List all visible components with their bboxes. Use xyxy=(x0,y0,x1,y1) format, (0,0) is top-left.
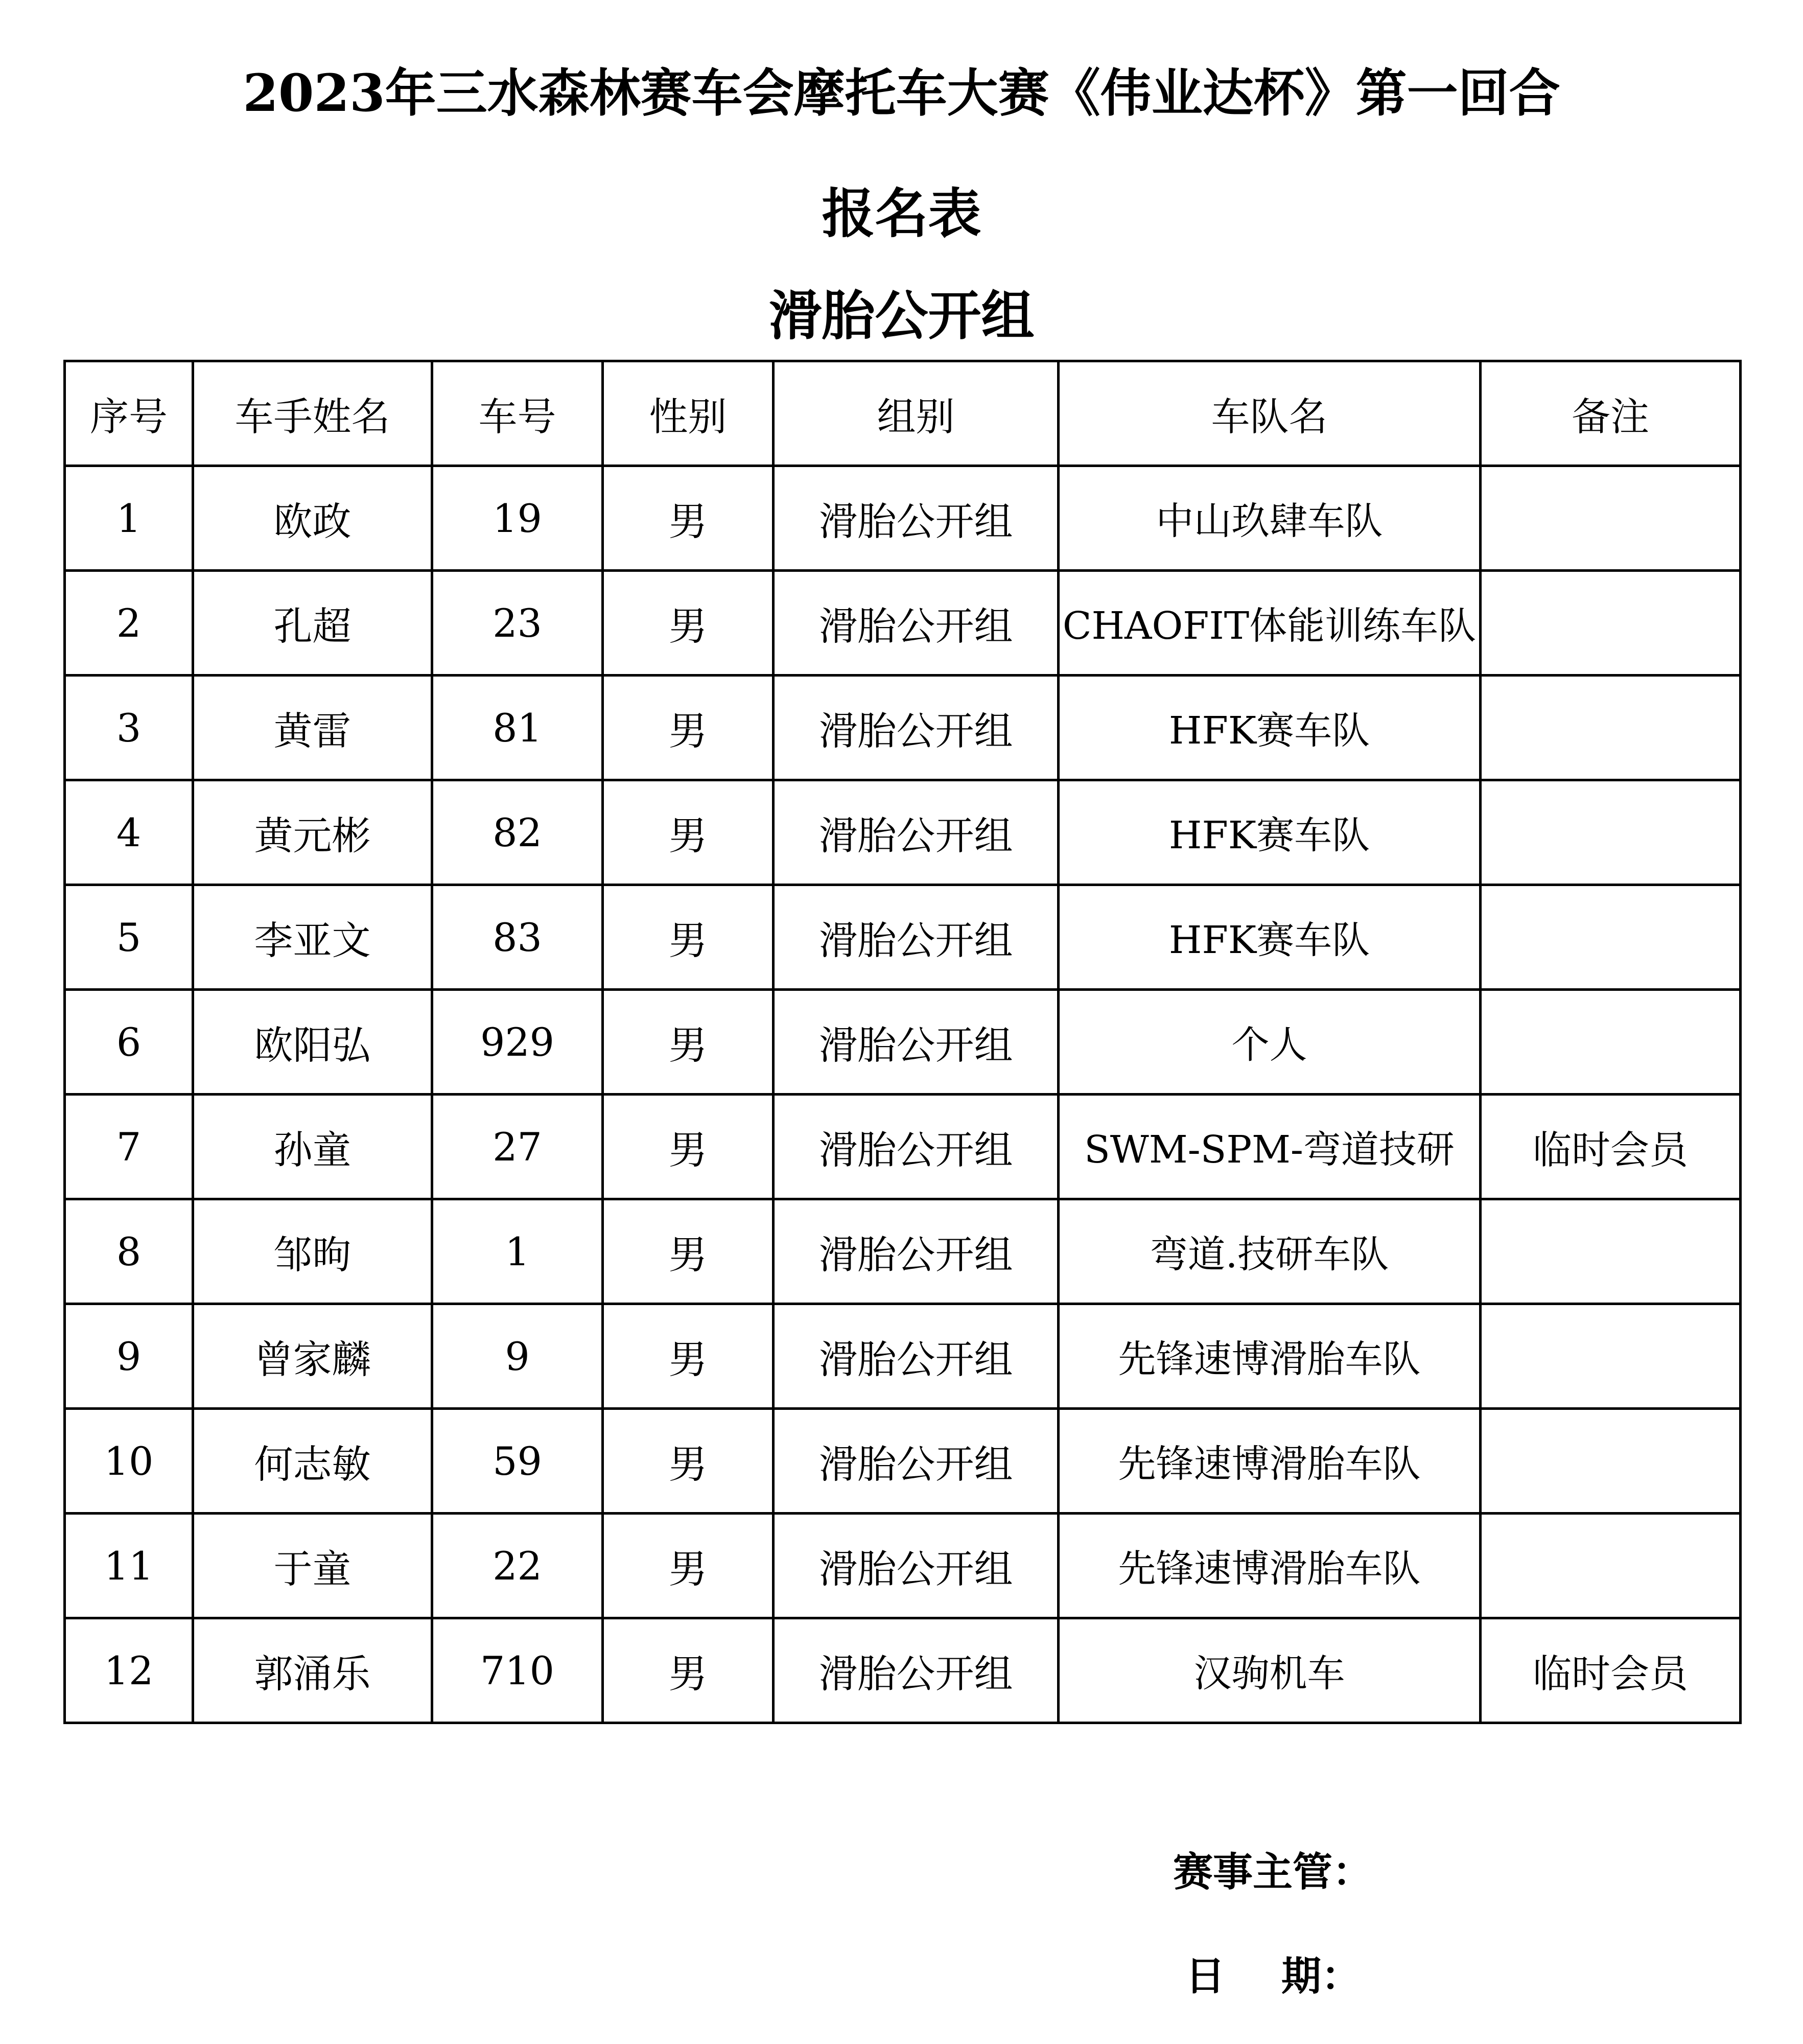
cell-remarks xyxy=(1481,885,1741,990)
cell-bike-number: 81 xyxy=(432,676,603,780)
cell-bike-number: 27 xyxy=(432,1095,603,1199)
cell-gender: 男 xyxy=(603,1199,774,1304)
cell-group: 滑胎公开组 xyxy=(774,1199,1059,1304)
cell-group: 滑胎公开组 xyxy=(774,885,1059,990)
cell-gender: 男 xyxy=(603,1095,774,1199)
group-heading: 滑胎公开组 xyxy=(768,284,1035,347)
date-label xyxy=(1185,1951,1361,2002)
table-row xyxy=(65,885,1741,990)
cell-bike-number: 9 xyxy=(432,1304,603,1409)
cell-rider-name: 邹昫 xyxy=(193,1199,432,1304)
cell-bike-number: 19 xyxy=(432,466,603,571)
cell-rider-name: 孙童 xyxy=(193,1095,432,1199)
cell-group: 滑胎公开组 xyxy=(774,1095,1059,1199)
cell-rider-name: 于童 xyxy=(193,1514,432,1618)
column-header-bike-number: 车号 xyxy=(432,361,603,466)
column-header-rider-name: 车手姓名 xyxy=(193,361,432,466)
table-row xyxy=(65,780,1741,885)
cell-bike-number: 83 xyxy=(432,885,603,990)
cell-bike-number: 710 xyxy=(432,1618,603,1723)
table-row xyxy=(65,571,1741,676)
column-header-remarks: 备注 xyxy=(1481,361,1741,466)
cell-index: 10 xyxy=(65,1409,193,1514)
cell-rider-name: 欧政 xyxy=(193,466,432,571)
cell-remarks xyxy=(1481,676,1741,780)
cell-bike-number: 22 xyxy=(432,1514,603,1618)
cell-rider-name: 欧阳弘 xyxy=(193,990,432,1095)
cell-group: 滑胎公开组 xyxy=(774,780,1059,885)
cell-team: HFK赛车队 xyxy=(1059,885,1481,990)
table-row xyxy=(65,1618,1741,1723)
cell-team: 先锋速博滑胎车队 xyxy=(1059,1514,1481,1618)
cell-index: 3 xyxy=(65,676,193,780)
cell-group: 滑胎公开组 xyxy=(774,1514,1059,1618)
cell-gender: 男 xyxy=(603,990,774,1095)
cell-index: 8 xyxy=(65,1199,193,1304)
cell-team: SWM-SPM-弯道技研 xyxy=(1059,1095,1481,1199)
table-row xyxy=(65,466,1741,571)
document-title: 2023年三水森林赛车会摩托车大赛《伟业达杯》第一回合 xyxy=(243,63,1560,123)
table-row xyxy=(65,676,1741,780)
registration-table xyxy=(63,360,1742,1724)
cell-index: 1 xyxy=(65,466,193,571)
cell-index: 2 xyxy=(65,571,193,676)
cell-team: HFK赛车队 xyxy=(1059,780,1481,885)
cell-remarks xyxy=(1481,990,1741,1095)
cell-remarks xyxy=(1481,1304,1741,1409)
cell-gender: 男 xyxy=(603,676,774,780)
cell-index: 9 xyxy=(65,1304,193,1409)
supervisor-signature-label: 赛事主管： xyxy=(1173,1849,1373,1895)
date-label-second-part: 期： xyxy=(1281,1953,1362,2000)
cell-bike-number: 59 xyxy=(432,1409,603,1514)
column-header-group: 组别 xyxy=(774,361,1059,466)
cell-remarks xyxy=(1481,1514,1741,1618)
cell-rider-name: 李亚文 xyxy=(193,885,432,990)
cell-gender: 男 xyxy=(603,571,774,676)
cell-index: 11 xyxy=(65,1514,193,1618)
date-label-first-char: 日 xyxy=(1185,1953,1226,2000)
cell-remarks: 临时会员 xyxy=(1481,1618,1741,1723)
cell-gender: 男 xyxy=(603,1618,774,1723)
column-header-index: 序号 xyxy=(65,361,193,466)
cell-gender: 男 xyxy=(603,1514,774,1618)
cell-remarks xyxy=(1481,780,1741,885)
table-row xyxy=(65,990,1741,1095)
table-row xyxy=(65,1304,1741,1409)
cell-team: 个人 xyxy=(1059,990,1481,1095)
table-row xyxy=(65,1199,1741,1304)
cell-team: 先锋速博滑胎车队 xyxy=(1059,1304,1481,1409)
cell-remarks xyxy=(1481,1199,1741,1304)
cell-team: CHAOFIT体能训练车队 xyxy=(1059,571,1481,676)
cell-team: 中山玖肆车队 xyxy=(1059,466,1481,571)
table-row xyxy=(65,1514,1741,1618)
cell-team: HFK赛车队 xyxy=(1059,676,1481,780)
cell-team: 弯道.技研车队 xyxy=(1059,1199,1481,1304)
cell-rider-name: 郭涌乐 xyxy=(193,1618,432,1723)
cell-index: 7 xyxy=(65,1095,193,1199)
cell-remarks: 临时会员 xyxy=(1481,1095,1741,1199)
cell-group: 滑胎公开组 xyxy=(774,466,1059,571)
cell-index: 12 xyxy=(65,1618,193,1723)
cell-team: 先锋速博滑胎车队 xyxy=(1059,1409,1481,1514)
cell-bike-number: 1 xyxy=(432,1199,603,1304)
table-row xyxy=(65,1095,1741,1199)
column-header-gender: 性别 xyxy=(603,361,774,466)
cell-bike-number: 929 xyxy=(432,990,603,1095)
document-subtitle: 报名表 xyxy=(822,182,981,245)
cell-bike-number: 82 xyxy=(432,780,603,885)
cell-bike-number: 23 xyxy=(432,571,603,676)
cell-group: 滑胎公开组 xyxy=(774,676,1059,780)
cell-rider-name: 黄雷 xyxy=(193,676,432,780)
cell-team: 汉驹机车 xyxy=(1059,1618,1481,1723)
cell-rider-name: 孔超 xyxy=(193,571,432,676)
cell-rider-name: 曾家麟 xyxy=(193,1304,432,1409)
cell-remarks xyxy=(1481,466,1741,571)
cell-index: 5 xyxy=(65,885,193,990)
cell-index: 6 xyxy=(65,990,193,1095)
cell-remarks xyxy=(1481,1409,1741,1514)
cell-remarks xyxy=(1481,571,1741,676)
cell-group: 滑胎公开组 xyxy=(774,1304,1059,1409)
cell-group: 滑胎公开组 xyxy=(774,990,1059,1095)
cell-group: 滑胎公开组 xyxy=(774,1409,1059,1514)
cell-gender: 男 xyxy=(603,885,774,990)
column-header-team: 车队名 xyxy=(1059,361,1481,466)
cell-gender: 男 xyxy=(603,466,774,571)
cell-group: 滑胎公开组 xyxy=(774,571,1059,676)
table-header-row xyxy=(65,361,1741,466)
table-row xyxy=(65,1409,1741,1514)
cell-gender: 男 xyxy=(603,1304,774,1409)
cell-gender: 男 xyxy=(603,1409,774,1514)
cell-rider-name: 黄元彬 xyxy=(193,780,432,885)
cell-group: 滑胎公开组 xyxy=(774,1618,1059,1723)
cell-index: 4 xyxy=(65,780,193,885)
cell-rider-name: 何志敏 xyxy=(193,1409,432,1514)
cell-gender: 男 xyxy=(603,780,774,885)
